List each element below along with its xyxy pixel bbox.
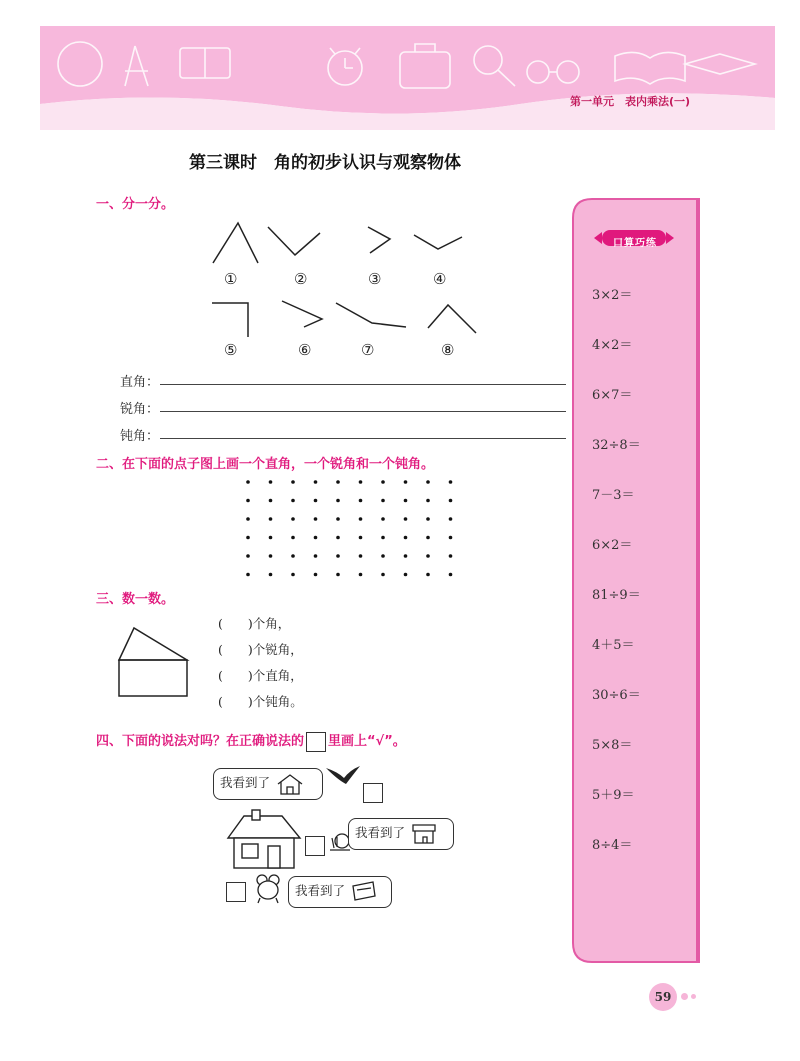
lesson-title: 第三课时 角的初步认识与观察物体	[189, 153, 461, 173]
bubble-text-1: 我看到了	[220, 775, 271, 790]
grid-dot	[381, 480, 385, 484]
label-acute-angle: 锐角：	[120, 402, 160, 417]
grid-dot	[381, 573, 385, 577]
angle-8	[428, 305, 476, 333]
count-line-acute: ( )个锐角，	[218, 642, 303, 657]
grid-dot	[314, 554, 318, 558]
grid-dot	[426, 480, 430, 484]
answer-line-acute[interactable]	[160, 411, 566, 412]
angle-1	[213, 223, 258, 263]
angle-2	[268, 227, 320, 255]
grid-dot	[291, 573, 295, 577]
grid-dot	[426, 517, 430, 521]
grid-dot	[381, 554, 385, 558]
grid-dot	[449, 536, 453, 540]
grid-dot	[381, 536, 385, 540]
oral-item-10: 5×8＝	[592, 738, 633, 753]
oral-calc-badge: 口算巧练	[613, 238, 657, 249]
grid-dot	[246, 536, 250, 540]
angle-3	[368, 227, 390, 253]
grid-dot	[359, 554, 363, 558]
grid-dot	[449, 499, 453, 503]
figure-number-2: ②	[294, 270, 308, 288]
oral-item-4: 32÷8＝	[592, 438, 641, 453]
oral-item-6: 6×2＝	[592, 538, 633, 553]
angle-7	[336, 303, 406, 327]
grid-dot	[291, 536, 295, 540]
grid-dot	[246, 480, 250, 484]
figure-number-4: ④	[433, 270, 447, 288]
answer-box-3[interactable]	[226, 882, 246, 902]
oral-item-8: 4＋5＝	[592, 638, 635, 653]
grid-dot	[449, 554, 453, 558]
grid-dot	[426, 573, 430, 577]
page-number: 59	[649, 983, 677, 1011]
grid-dot	[336, 573, 340, 577]
angle-6	[282, 301, 322, 327]
label-right-angle: 直角：	[120, 375, 160, 390]
grid-dot	[336, 554, 340, 558]
figure-number-3: ③	[368, 270, 382, 288]
grid-dot	[246, 554, 250, 558]
oral-item-12: 8÷4＝	[592, 838, 633, 853]
grid-dot	[314, 480, 318, 484]
grid-dot	[291, 517, 295, 521]
grid-dot	[336, 480, 340, 484]
grid-dot	[314, 517, 318, 521]
grid-dot	[314, 573, 318, 577]
angle-figures	[200, 215, 490, 340]
grid-dot	[449, 573, 453, 577]
grid-dot	[314, 499, 318, 503]
oral-item-7: 81÷9＝	[592, 588, 641, 603]
grid-dot	[381, 499, 385, 503]
section4-title-post: 里画上“√”。	[328, 734, 406, 749]
count-line-obtuse: ( )个钝角。	[218, 694, 303, 709]
angle-5	[212, 303, 248, 337]
section3-title: 三、数一数。	[96, 592, 175, 607]
grid-dot	[291, 499, 295, 503]
grid-dot	[246, 499, 250, 503]
bubble-text-2: 我看到了	[355, 825, 406, 840]
figure-number-7: ⑦	[361, 341, 375, 359]
section2-title: 二、在下面的点子图上画一个直角，一个锐角和一个钝角。	[96, 457, 435, 472]
grid-dot	[269, 480, 273, 484]
inline-answer-box	[306, 732, 326, 752]
grid-dot	[336, 536, 340, 540]
bubble-text-3: 我看到了	[295, 883, 346, 898]
grid-dot	[404, 536, 408, 540]
answer-box-1[interactable]	[363, 783, 383, 803]
section4-title	[96, 730, 406, 752]
oral-item-9: 30÷6＝	[592, 688, 641, 703]
grid-dot	[314, 536, 318, 540]
grid-dot	[291, 554, 295, 558]
grid-dot	[269, 517, 273, 521]
grid-dot	[404, 480, 408, 484]
grid-dot	[359, 517, 363, 521]
grid-dot	[381, 517, 385, 521]
oral-item-2: 4×2＝	[592, 338, 633, 353]
dot-grid[interactable]	[246, 480, 456, 580]
figure-number-8: ⑧	[441, 341, 455, 359]
grid-dot	[404, 573, 408, 577]
header-banner	[40, 26, 775, 130]
grid-dot	[449, 517, 453, 521]
house-shape-figure	[112, 620, 197, 700]
grid-dot	[336, 499, 340, 503]
grid-dot	[269, 499, 273, 503]
oral-item-5: 7－3＝	[592, 488, 635, 503]
page-dot-1	[681, 993, 688, 1000]
count-line-right: ( )个直角，	[218, 668, 303, 683]
grid-dot	[359, 536, 363, 540]
speech-bubble-1	[213, 768, 323, 800]
top-view-roof-icon	[351, 880, 377, 902]
page-dot-2	[691, 994, 696, 999]
grid-dot	[426, 554, 430, 558]
speech-bubble-3	[288, 876, 392, 908]
answer-line-right[interactable]	[160, 384, 566, 385]
mouse-icon	[250, 872, 286, 904]
grid-dot	[426, 499, 430, 503]
grid-dot	[269, 573, 273, 577]
section1-title: 一、分一分。	[96, 197, 175, 212]
figure-number-6: ⑥	[298, 341, 312, 359]
figure-number-5: ⑤	[224, 341, 238, 359]
answer-line-obtuse[interactable]	[160, 438, 566, 439]
label-obtuse-angle: 钝角：	[120, 429, 160, 444]
roof-view-icon	[276, 772, 304, 796]
grid-dot	[246, 517, 250, 521]
grid-dot	[426, 536, 430, 540]
count-line-angles: ( )个角，	[218, 616, 291, 631]
grid-dot	[246, 573, 250, 577]
section4-title-pre: 四、下面的说法对吗？在正确说法的	[96, 734, 305, 749]
grid-dot	[449, 480, 453, 484]
grid-dot	[269, 536, 273, 540]
grid-dot	[291, 480, 295, 484]
unit-label: 第一单元 表内乘法(一)	[570, 95, 691, 108]
oral-item-11: 5＋9＝	[592, 788, 635, 803]
side-view-house-icon	[411, 821, 437, 845]
grid-dot	[404, 517, 408, 521]
grid-dot	[359, 499, 363, 503]
answer-box-2[interactable]	[305, 836, 325, 856]
grid-dot	[336, 517, 340, 521]
grid-dot	[269, 554, 273, 558]
oral-item-3: 6×7＝	[592, 388, 633, 403]
grid-dot	[404, 554, 408, 558]
oral-item-1: 3×2＝	[592, 288, 633, 303]
speech-bubble-2	[348, 818, 454, 850]
grid-dot	[359, 573, 363, 577]
grid-dot	[359, 480, 363, 484]
figure-number-1: ①	[224, 270, 238, 288]
swallow-bird-icon	[324, 762, 362, 790]
house-icon	[224, 808, 304, 872]
grid-dot	[404, 499, 408, 503]
angle-4	[414, 235, 462, 249]
